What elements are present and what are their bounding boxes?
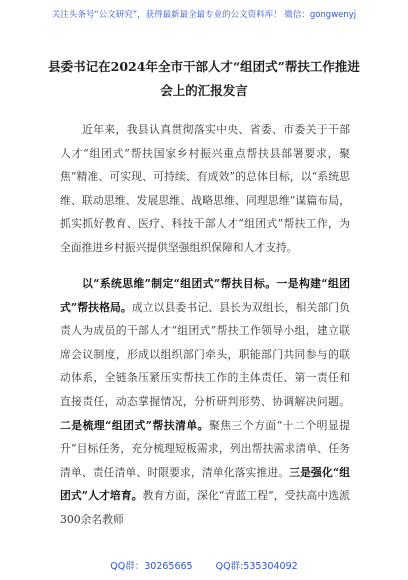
section-text-2: 聚焦三个方面“十二个明显提升”目标任务，充分梳理短板需求，列出帮扶需求清单、任务清单、责任清单、时限要求，清单化落实推进。	[60, 418, 350, 479]
intro-paragraph: 近年来，我县认真贯彻落实中央、省委、市委关于干部人才“组团式”帮扶国家乡村振兴重点帮扶县部署要求，聚焦“精准、可实现、可持续、有成效”的总体目标，以“系统思维、联动思维、发展思维、战略思维、同理思维”谋篇布局，抓实抓好教育、医疗、科技干部人才“组团式”帮扶工作，为全面推进乡村振兴提供坚强组织保障和人才支持。	[60, 123, 350, 254]
header-banner: 关注头条号“公文研究”，获得最新最全最专业的公文资料库！ 微信：gongwenyj	[51, 10, 357, 20]
section-paragraph	[60, 272, 350, 532]
section-heading-2: 二是梳理“组团式”帮扶清单。	[60, 418, 209, 432]
footer-contacts	[0, 558, 408, 572]
section-heading-1: 以“系统思维”制定“组团式”帮扶目标。一是构建“组团式”帮扶格局。	[60, 277, 350, 314]
footer-qq-group-1: QQ群：30265665	[110, 561, 193, 572]
title-line-2: 会上的汇报发言	[160, 83, 248, 98]
section-text-3: 教育方面，深化“青蓝工程”，受扶高中选派300余名教师	[60, 489, 350, 526]
footer-qq-group-2: QQ群:535304092	[215, 561, 298, 572]
title-line-1: 县委书记在2024年全市干部人才“组团式”帮扶工作推进	[48, 59, 360, 74]
section-text-1: 成立以县委书记、县长为双组长，相关部门负责人为成员的干部人才“组团式”帮扶工作领导小组，建立联席会议制度，形成以组织部门牵头，职能部门共同参与的联动体系，全链条压紧压实帮扶工作的主体责任、第一责任和直接责任，动态掌握情况，分析研判形势、协调解决问题。	[60, 300, 351, 408]
section-heading-3: 三是强化“组团式”人才培育。	[60, 465, 351, 503]
document-title	[0, 55, 408, 103]
